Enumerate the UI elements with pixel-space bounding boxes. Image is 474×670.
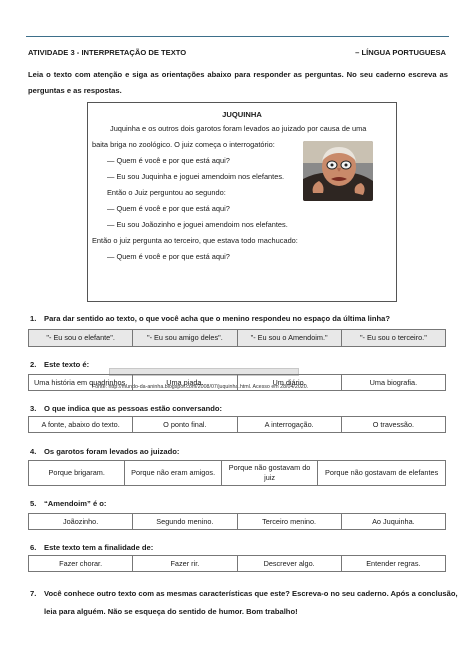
option-6d[interactable]: Entender regras.	[366, 558, 421, 568]
option-6a[interactable]: Fazer chorar.	[29, 556, 133, 571]
option-4d[interactable]: Porque não gostavam de elefantes	[325, 468, 439, 477]
story-line: — Eu sou Joãozinho e joguei amendoim nos elefantes.	[107, 220, 288, 229]
option-1b[interactable]: "- Eu sou amigo deles".	[133, 330, 237, 346]
story-line: — Eu sou Juquinha e joguei amendoim nos elefantes.	[107, 172, 285, 181]
story-line: — Quem é você e por que está aqui?	[107, 252, 230, 261]
option-5c[interactable]: Terceiro menino.	[238, 514, 342, 529]
story-line: — Quem é você e por que está aqui?	[107, 156, 230, 165]
question-4-options	[28, 460, 446, 486]
option-4b[interactable]: Porque não eram amigos.	[125, 461, 221, 485]
question-5: 5. “Amendoim” é o:	[30, 499, 107, 508]
option-6b[interactable]: Fazer rir.	[133, 556, 237, 571]
story-line: Então o Juiz perguntou ao segundo:	[107, 188, 226, 197]
option-5b[interactable]: Segundo menino.	[133, 514, 237, 529]
option-4c[interactable]: Porque não gostavam do juiz	[222, 461, 318, 485]
page-header	[28, 48, 446, 57]
story-line: baita briga no zoológico. O juiz começa o interrogatório:	[92, 140, 275, 149]
option-3b[interactable]: O ponto final.	[133, 417, 237, 432]
option-3c[interactable]: A interrogação.	[238, 417, 342, 432]
question-1: 1. Para dar sentido ao texto, o que você acha que o menino respondeu no espaço da última linha?	[30, 314, 391, 323]
option-2a[interactable]: Uma história em quadrinhos.	[29, 375, 133, 390]
question-1-options	[28, 329, 446, 347]
option-3a[interactable]: A fonte, abaixo do texto.	[29, 417, 133, 432]
judge-illustration	[303, 141, 373, 201]
option-5a[interactable]: Joãozinho.	[29, 514, 133, 529]
question-4: 4. Os garotos foram levados ao juizado:	[30, 447, 180, 456]
story-line: Juquinha e os outros dois garotos foram levados ao juizado por causa de uma	[110, 124, 367, 133]
option-2d[interactable]: Uma biografia.	[369, 377, 418, 387]
story-title: JUQUINHA	[222, 110, 262, 119]
question-3-options	[28, 416, 446, 433]
story-line: Então o juiz pergunta ao terceiro, que estava todo machucado:	[92, 236, 298, 245]
option-1d[interactable]: "- Eu sou o terceiro."	[342, 330, 445, 346]
question-2-options	[28, 374, 446, 391]
question-6: 6. Este texto tem a finalidade de:	[30, 543, 154, 552]
activity-title: ATIVIDADE 3 - INTERPRETAÇÃO DE TEXTO	[28, 48, 187, 57]
question-2: 2. Este texto é:	[30, 360, 90, 369]
option-1c[interactable]: "- Eu sou o Amendoim."	[238, 330, 342, 346]
option-2b[interactable]: Uma piada.	[133, 375, 237, 390]
top-rule	[26, 36, 449, 37]
instructions: Leia o texto com atenção e siga as orientações abaixo para responder as perguntas. No seu caderno escreva as perguntas e as respostas.	[28, 70, 448, 95]
option-1a[interactable]: "- Eu sou o elefante".	[29, 330, 133, 346]
question-3: 3. O que indica que as pessoas estão conversando:	[30, 404, 223, 413]
question-7-continuation: leia para alguém. Não se esqueça do sentido de humor. Bom trabalho!	[44, 607, 298, 616]
option-3d[interactable]: O travessão.	[372, 419, 415, 429]
option-5d[interactable]: Ao Juquinha.	[372, 516, 415, 526]
option-6c[interactable]: Descrever algo.	[238, 556, 342, 571]
option-4a[interactable]: Porque brigaram.	[29, 461, 125, 485]
question-5-options	[28, 513, 446, 530]
question-7: 7. Você conhece outro texto com as mesmas características que este? Escreva-o no seu caderno. Após a conclusão,	[30, 589, 458, 598]
question-6-options	[28, 555, 446, 572]
subject-title: – LÍNGUA PORTUGUESA	[355, 48, 446, 57]
story-source: Fonte: http://mundo-da-aninha.blogspot.com/2008/07/juquinha.html. Acesso em 28/04/2020.	[92, 384, 309, 390]
option-2c[interactable]: Um diário.	[238, 375, 342, 390]
story-line: — Quem é você e por que está aqui?	[107, 204, 230, 213]
